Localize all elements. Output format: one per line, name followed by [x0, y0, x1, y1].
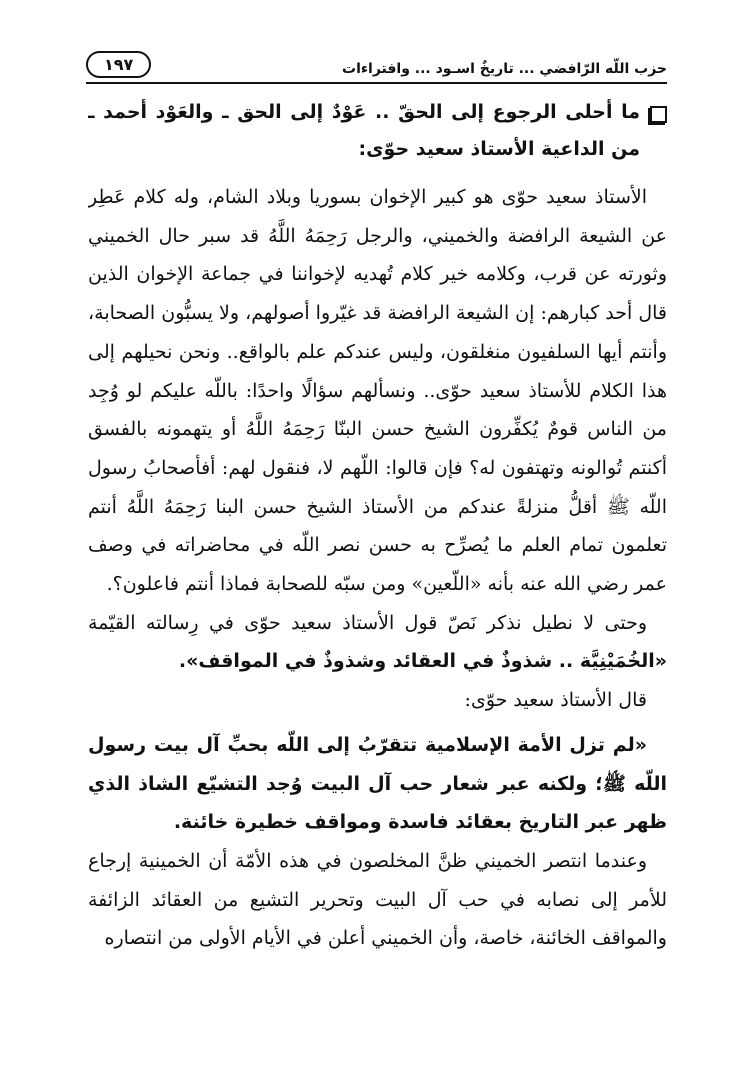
paragraph-quote-intro: قال الأستاذ سعيد حوّى: [464, 689, 647, 712]
page-number-badge: ١٩٧ [86, 51, 151, 78]
paragraph-treatise [88, 604, 667, 681]
paragraph-khomeini-victory: وعندما انتصر الخميني ظنَّ المخلصون في هذه الأمّة أن الخمينية إرجاع للأمر إلى نصابه في حب آل البيت وتحرير التشيع من العقائد الزائفة والمواقف الخائنة، خاصة، وأن الخميني أعلن في الأيام الأولى من انتصاره [88, 849, 667, 950]
paragraph-intro: الأستاذ سعيد حوّى هو كبير الإخوان بسوريا وبلاد الشام، وله كلام عَطِر عن الشيعة الرافضة والخميني، والرجل رَحِمَهُ اللَّهُ قد سبر حال الخميني وثورته عن قرب، وكلامه خير كلام تُهديه لإخواننا في جماعة الإخوان الذين قال أحد كبارهم: إن الشيعة الرافضة قد غيّروا أصولهم، ولا يسبُّون الصحابة، وأنتم أيها السلفيون منغلقون، وليس عندكم علم بالواقع.. ونحن نحيلهم إلى هذا الكلام للأستاذ سعيد حوّى.. ونسألهم سؤالًا واحدًا: باللّه عليكم لو وُجِد من الناس قومٌ يُكفِّرون الشيخ حسن البنّا رَحِمَهُ اللَّهُ أو يتهمونه بالفسق أكنتم تُوالونه وتهتفون له؟ فإن قالوا: اللّهم لا، فنقول لهم: أفأصحابُ رسول اللّه ﷺ أقلُّ منزلةً عندكم من الأستاذ الشيخ حسن البنا رَحِمَهُ اللَّهُ أنتم تعلمون تمام العلم ما يُصرِّح به حسن نصر اللّه في محاضراته في وصف عمر رضي الله عنه بأنه «اللّعين» ومن سبّه للصحابة فماذا أنتم فاعلون؟. [88, 186, 667, 596]
treatise-lead-text: وحتى لا نطيل نذكر نَصّ قول الأستاذ سعيد حوّى في رِسالته القيّمة [88, 611, 647, 634]
square-bullet-icon [650, 106, 667, 123]
section-heading-block [88, 94, 667, 168]
page-header [86, 40, 667, 84]
page-body [88, 94, 667, 1067]
quote-paragraph: «لم تزل الأمة الإسلامية تتقرّبُ إلى اللّه بحبِّ آل بيت رسول اللّه ﷺ؛ ولكنه عبر شعار حب آل البيت وُجد التشيّع الشاذ الذي ظهر عبر التاريخ بعقائد فاسدة ومواقف خطيرة خائنة. [88, 733, 667, 834]
running-title: حزب اللّه الرّافضي ... تاريخٌ اسـود ... وافتراءات [342, 61, 667, 77]
section-heading: ما أحلى الرجوع إلى الحقّ .. عَوْدٌ إلى الحق ـ والعَوْد أحمد ـ من الداعية الأستاذ سعيد حوّى: [88, 101, 640, 160]
treatise-title: «الخُمَيْنِيَّة .. شذوذٌ في العقائد وشذوذٌ في المواقف». [178, 650, 667, 673]
